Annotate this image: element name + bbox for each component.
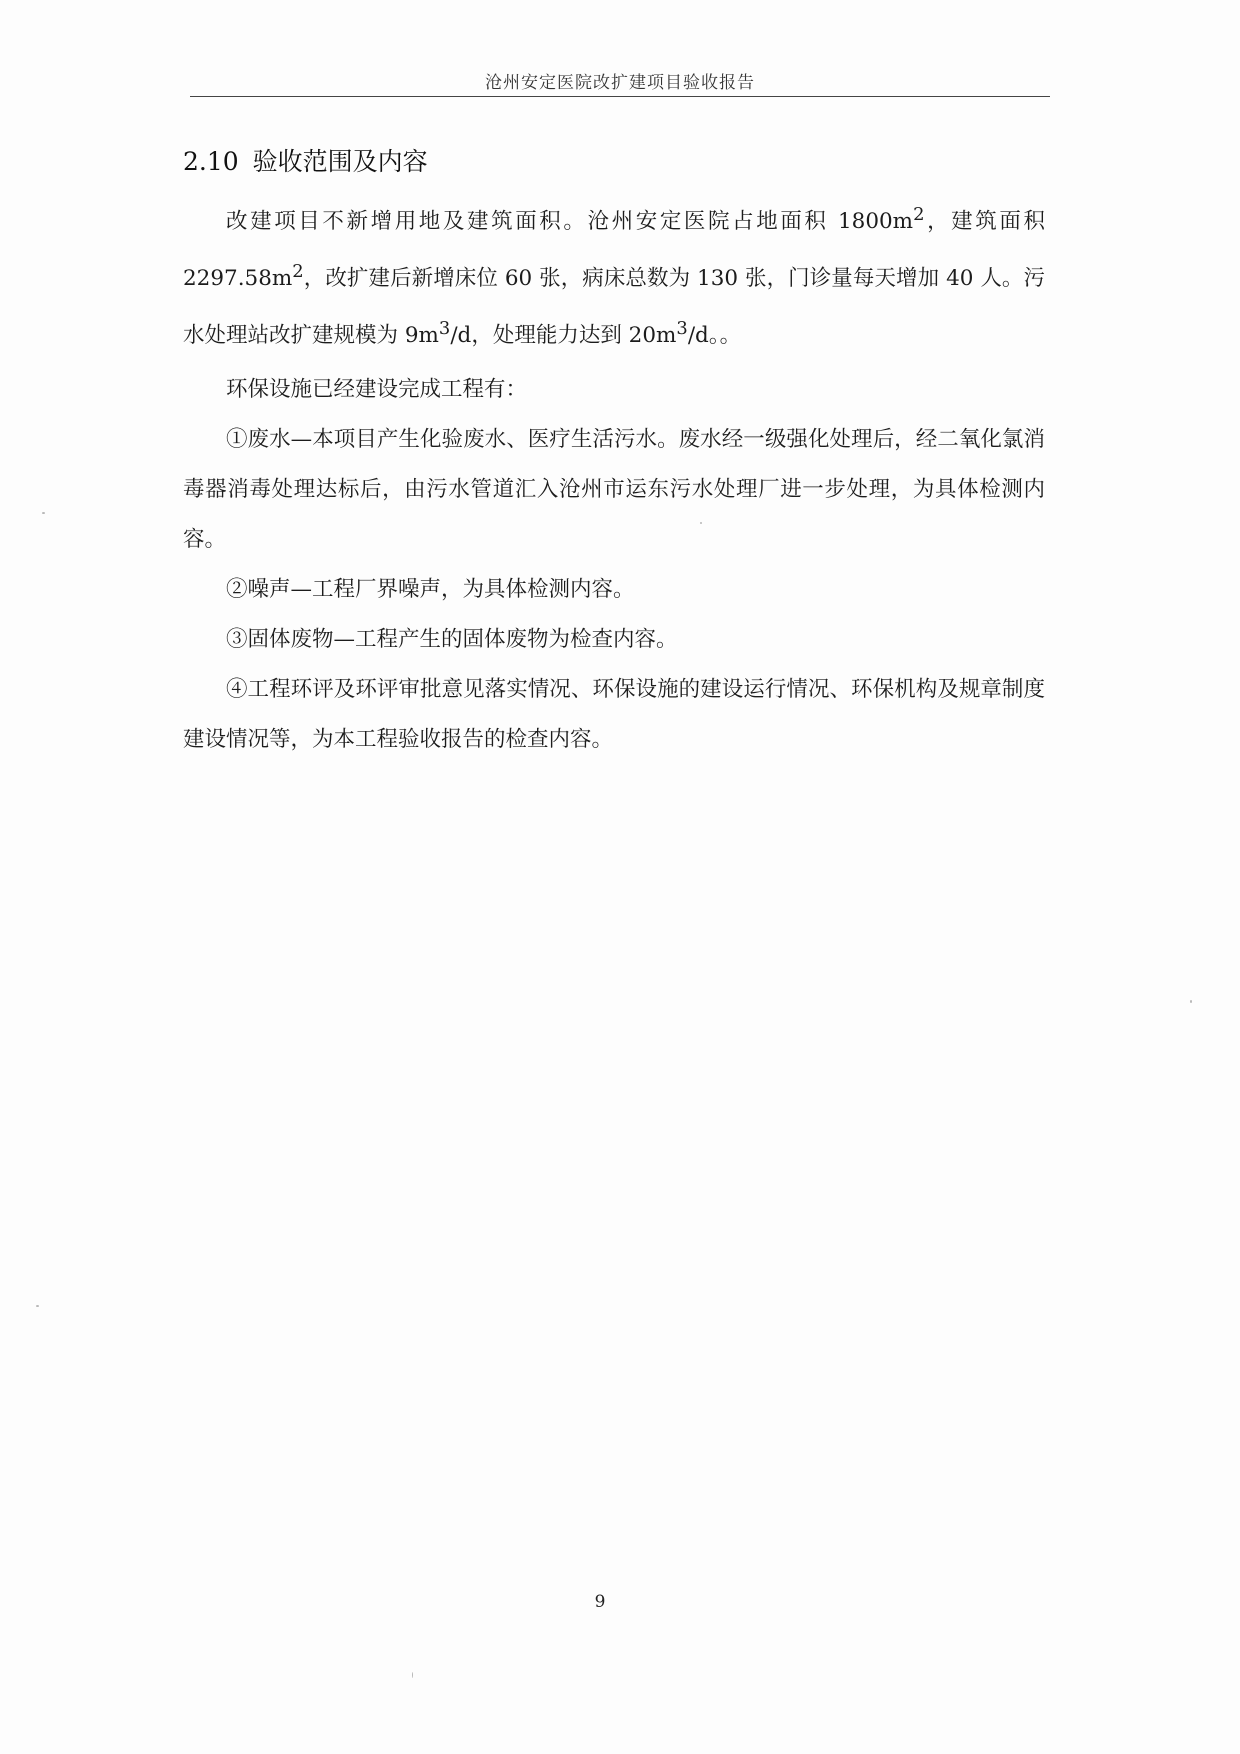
section-number: 2.10 (183, 147, 239, 176)
paragraph-wastewater: ①废水—本项目产生化验废水、医疗生活污水。废水经一级强化处理后，经二氧化氯消毒器消毒处理达标后，由污水管道汇入沧州市运东污水处理厂进一步处理，为具体检测内容。 (183, 427, 1045, 553)
header-rule (190, 96, 1050, 97)
section-heading (183, 142, 428, 178)
paragraph-scope-part-5: /d。。 (687, 323, 742, 349)
section-body (183, 190, 1045, 765)
superscript: 3 (676, 318, 688, 340)
scan-speck (412, 1672, 413, 1678)
scan-speck (42, 512, 45, 514)
paragraph-scope-part-3: ，改扩建后新增床位 60 张，病床总数为 130 张，门诊量每天增加 40 人。污水处理站改扩建规模为 9m (183, 266, 1045, 349)
paragraph-eia-check: ④工程环评及环评审批意见落实情况、环保设施的建设运行情况、环保机构及规章制度建设情况等，为本工程验收报告的检查内容。 (183, 677, 1045, 753)
scan-speck (1190, 1000, 1192, 1003)
superscript: 2 (913, 204, 925, 225)
page-number: 9 (594, 1592, 606, 1612)
superscript: 3 (438, 318, 451, 340)
scan-speck (36, 1305, 39, 1307)
scan-speck (700, 522, 702, 524)
running-header: 沧州安定医院改扩建项目验收报告 (485, 73, 755, 93)
paragraph-scope-part-1: 改建项目不新增用地及建筑面积。沧州安定医院占地面积 1800m (226, 209, 914, 235)
paragraph-noise: ②噪声—工程厂界噪声，为具体检测内容。 (226, 577, 635, 603)
paragraph-scope (183, 190, 1045, 361)
paragraph-facilities-intro: 环保设施已经建设完成工程有： (226, 377, 528, 403)
section-title: 验收范围及内容 (252, 147, 428, 176)
superscript: 2 (292, 261, 304, 283)
paragraph-solid-waste: ③固体废物—工程产生的固体废物为检查内容。 (226, 627, 678, 653)
paragraph-scope-part-2: ，建筑面积 2297.58m (183, 209, 1045, 292)
paragraph-scope-part-4: /d，处理能力达到 20m (450, 323, 677, 349)
